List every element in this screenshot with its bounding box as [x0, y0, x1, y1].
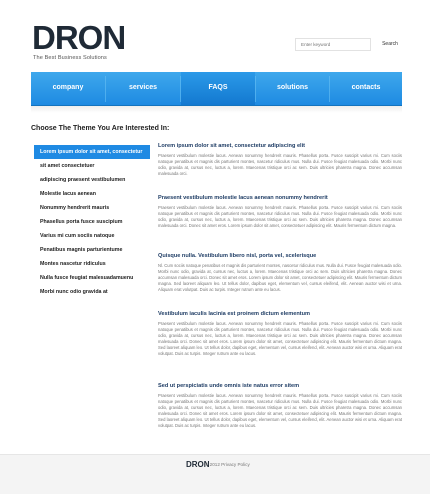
faq-topic-item[interactable]: Lorem ipsum dolor sit amet, consectetur — [34, 145, 150, 159]
footer — [0, 454, 430, 494]
article-body: Praesent vestibulum molestie lacus. Aenean nonummy hendrerit mauris. Phasellus porta. Fusce suscipit varius mi. Cum sociis natoque penatibus et magnis dis parturient montes, nascetur ridiculus mus. Nulla dui. Fusce feugiat malesuada odio. Morbi nunc odio, gravida at, cursus nec, luctus a, lorem. Maecenas tristique orci ac sem. Duis ultricies pharetra magna. Donec accumsan malesuada orci. Donec sit amet eros. Lorem ipsum dolor sit amet, consectetuer adipiscing elit. Mauris fermentum dictum magna. Sed laoreet aliquam leo. Ut tellus dolor, dapibus eget, elementum vel, cursus eleifend, elit. Aenean auctor wisi et urna. Aliquam erat volutpat. Duis ac turpis. Integer rutrum ante eu lacus. — [158, 321, 402, 356]
site-logo[interactable]: DRON — [32, 19, 126, 56]
main-nav — [31, 72, 402, 106]
article-body: Praesent vestibulum molestie lacus. Aenean nonummy hendrerit mauris. Phasellus porta. Fusce suscipit varius mi. Cum sociis natoque penatibus et magnis dis parturient montes, nascetur ridiculus mus. Nulla dui. Fusce feugiat malesuada odio. Morbi nunc odio, gravida at, cursus nec, luctus a, lorem. Maecenas tristique orci ac sem. Duis ultricies pharetra magna. Donec accumsan malesuada orci. Donec sit amet eros. Lorem ipsum dolor sit amet, consectetuer adipiscing elit. Mauris fermentum dictum magna. — [158, 205, 402, 228]
faq-topic-item[interactable]: Montes nascetur ridiculus — [40, 261, 106, 267]
nav-item-faqs[interactable]: FAQS — [181, 72, 255, 105]
faq-topic-item[interactable]: Phasellus porta fusce suscipium — [40, 219, 123, 225]
nav-shadow — [31, 105, 402, 113]
faq-topic-item[interactable]: Molestie lacus aenean — [40, 191, 96, 197]
nav-item-company[interactable]: company — [52, 84, 84, 91]
faq-topic-item[interactable]: Morbi nunc odio gravida at — [40, 289, 108, 295]
footer-copyright: © 2012 Privacy Policy — [205, 462, 250, 467]
article-title: Sed ut perspiciatis unde omnis iste natus error sitem — [158, 383, 300, 389]
faq-topic-item[interactable]: Varius mi cum sociis natoque — [40, 233, 115, 239]
faq-topic-item[interactable]: sit amet consectetuer — [40, 163, 95, 169]
search-input[interactable] — [295, 38, 371, 51]
nav-item-solutions[interactable]: solutions — [276, 84, 309, 91]
faq-topic-item[interactable]: Nonummy hendrerit mauris — [40, 205, 110, 211]
faq-topic-item[interactable]: Penatibus magnis parturientume — [40, 247, 123, 253]
article-title: Praesent vestibulum molestie lacus aenean nonummy hendrerit — [158, 195, 328, 201]
faq-topic-item[interactable]: adipiscing praesent vestibulumen — [40, 177, 126, 183]
footer-logo[interactable]: DRON — [186, 460, 210, 469]
faq-topic-item[interactable]: Nulla fusce feugiat malesuadamuenu — [40, 275, 134, 281]
article-title: Lorem ipsum dolor sit amet, consectetur adipiscing elit — [158, 143, 306, 149]
article-title: Vestibulum iaculis lacinia est proinem dictum elementum — [158, 311, 311, 317]
nav-item-services[interactable]: services — [128, 84, 158, 91]
faq-heading: Choose The Theme You Are Interested In: — [31, 125, 170, 132]
article-body: Praesent vestibulum molestie lacus. Aenean nonummy hendrerit mauris. Phasellus porta. Fusce suscipit varius mi. Cum sociis natoque penatibus et magnis dis parturient montes, nascetur ridiculus mus. Nulla dui. Fusce feugiat malesuada odio. Morbi nunc odio, gravida at, cursus nec, luctus a, lorem. Maecenas tristique orci ac sem. Duis ultricies pharetra magna. Donec accumsan malesuada orci. Donec sit amet eros. Lorem ipsum dolor sit amet, consectetuer adipiscing elit. Mauris fermentum dictum magna. Sed laoreet aliquam leo. Ut tellus dolor, dapibus eget, elementum vel, cursus eleifend, elit. Aenean auctor wisi et urna. Aliquam erat volutpat. Duis ac turpis. Integer rutrum ante eu lacus. — [158, 393, 402, 428]
site-tagline: The Best Business Solutions — [33, 55, 107, 61]
article-title: Quisque nulla. Vestibulum libero nisl, porta vel, scelerisque — [158, 253, 317, 259]
nav-item-contacts[interactable]: contacts — [351, 84, 381, 91]
search-button[interactable]: Search — [376, 38, 404, 51]
article-body: Praesent vestibulum molestie lacus. Aenean nonummy hendrerit mauris. Phasellus porta. Fusce suscipit varius mi. Cum sociis natoque penatibus et magnis dis parturient montes, nascetur ridiculus mus. Nulla dui. Fusce feugiat malesuada odio. Morbi nunc odio, gravida at, cursus nec, luctus a, lorem. Maecenas tristique orci ac sem. Duis ultricies pharetra magna. Donec accumsan malesuada orci. — [158, 153, 402, 176]
article-body: Nl. Cum sociis natoque penatibus et magnis dis parturient montes, nascetur ridiculus mus. Nulla dui. Fusce feugiat malesuada odio. Morbi nunc odio, gravida at, cursus nec, luctus a, lorem. Maecenas tristique orci ac sem. Duis ultricies pharetra magna. Donec accumsan malesuada orci. Donec sit amet eros. Lorem ipsum dolor sit amet, consectetuer adipiscing elit. Mauris fermentum dictum magna. Sed laoreet aliquam leo. Ut tellus dolor, dapibus eget, elementum vel, cursus eleifend, elit. Aenean auctor wisi et urna. Aliquam erat volutpat. Duis ac turpis. Integer rutrum ante eu lacus. — [158, 263, 402, 292]
